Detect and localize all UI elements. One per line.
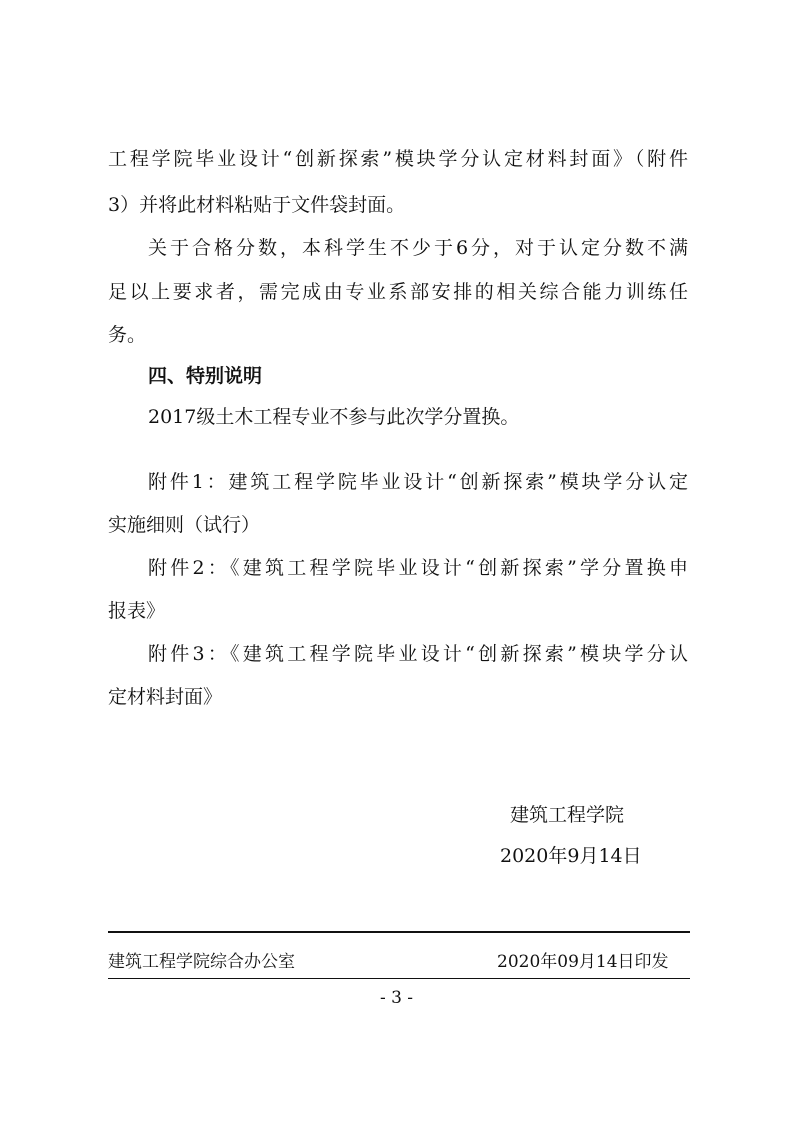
attachment-3-line-1: 附件3：《建筑工程学院毕业设计“创新探索”模块学分认 <box>148 643 688 665</box>
attachment-2-line-2: 报表》 <box>108 600 166 622</box>
body-line-4: 足以上要求者，需完成由专业系部安排的相关综合能力训练任 <box>108 281 688 303</box>
section-text: 2017级土木工程专业不参与此次学分置换。 <box>148 406 520 428</box>
attachment-3-line-2: 定材料封面》 <box>108 686 223 708</box>
body-line-1: 工程学院毕业设计“创新探索”模块学分认定材料封面》（附件 <box>108 148 688 170</box>
attachment-2-line-1: 附件2：《建筑工程学院毕业设计“创新探索”学分置换申 <box>148 557 688 579</box>
signature-date: 2020年9月14日 <box>500 845 642 867</box>
section-heading: 四、特别说明 <box>148 365 263 387</box>
body-line-5: 务。 <box>108 324 147 346</box>
footer-top-rule <box>108 931 690 933</box>
page-number: - 3 - <box>379 988 414 1008</box>
body-line-2: 3）并将此材料粘贴于文件袋封面。 <box>108 194 406 216</box>
footer-issue-date: 2020年09月14日印发 <box>497 952 669 972</box>
footer-issuer: 建筑工程学院综合办公室 <box>108 952 295 972</box>
attachment-1-line-2: 实施细则（试行） <box>108 514 261 536</box>
body-line-3: 关于合格分数，本科学生不少于6分，对于认定分数不满 <box>148 237 688 259</box>
signature-org: 建筑工程学院 <box>510 804 625 826</box>
attachment-1-line-1: 附件1：建筑工程学院毕业设计“创新探索”模块学分认定 <box>148 471 688 493</box>
footer-bottom-rule <box>108 978 690 979</box>
